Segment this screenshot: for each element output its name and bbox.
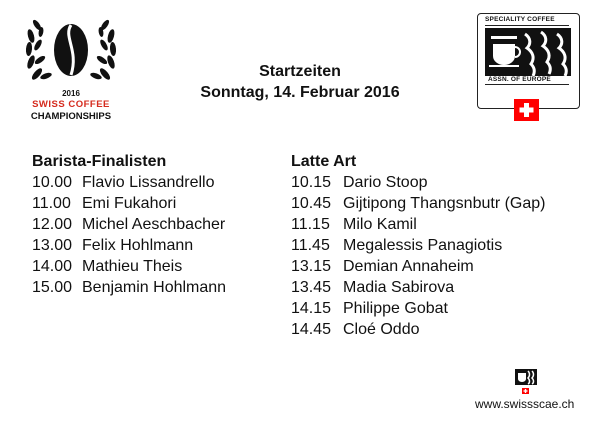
list-item — [32, 193, 226, 214]
list-item — [291, 277, 545, 298]
start-time: 13.45 — [291, 279, 332, 296]
list-item — [291, 298, 545, 319]
list-item — [32, 214, 226, 235]
competitor-name: Benjamin Hohlmann — [82, 279, 227, 296]
start-time: 14.00 — [32, 258, 73, 275]
competitor-name: Philippe Gobat — [343, 300, 448, 317]
swiss-coffee-championships-logo — [16, 12, 126, 124]
logo-text-swiss-coffee: SWISS COFFEE — [32, 99, 110, 110]
barista-heading: Barista-Finalisten — [32, 153, 167, 170]
page-subtitle: Sonntag, 14. Februar 2016 — [200, 84, 400, 101]
start-time: 10.15 — [291, 174, 332, 191]
start-time: 10.45 — [291, 195, 332, 212]
start-time: 10.00 — [32, 174, 73, 191]
start-time: 11.00 — [32, 195, 71, 212]
competitor-name: Demian Annaheim — [343, 258, 474, 275]
start-time: 11.45 — [291, 237, 330, 254]
championship-year: 2016 — [62, 89, 80, 98]
scae-mini-logo-icon — [513, 365, 539, 395]
start-time: 13.00 — [32, 237, 73, 254]
scae-logo-top-text: SPECIALITY COFFEE — [485, 16, 555, 23]
competitor-name: Flavio Lissandrello — [82, 174, 215, 191]
coffee-cup-figures-icon — [485, 28, 571, 76]
start-time: 11.15 — [291, 216, 330, 233]
latte-art-heading: Latte Art — [291, 153, 357, 170]
competitor-name: Michel Aeschbacher — [82, 216, 226, 233]
competitor-name: Dario Stoop — [343, 174, 428, 191]
divider — [485, 25, 569, 26]
list-item — [291, 172, 545, 193]
divider — [485, 84, 569, 85]
scae-logo — [477, 13, 580, 125]
list-item — [291, 256, 545, 277]
website-link[interactable]: www.swissscae.ch — [475, 397, 575, 411]
competitor-name: Megalessis Panagiotis — [343, 237, 503, 254]
scae-logo-bottom-text: ASSN. OF EUROPE — [488, 76, 551, 83]
list-item — [291, 193, 545, 214]
start-time: 12.00 — [32, 216, 73, 233]
swiss-flag-icon — [514, 99, 539, 121]
start-time: 13.15 — [291, 258, 332, 275]
list-item — [32, 277, 226, 298]
competitor-name: Milo Kamil — [343, 216, 417, 233]
list-item — [291, 235, 545, 256]
start-time: 14.45 — [291, 321, 332, 338]
list-item — [32, 172, 226, 193]
list-item — [32, 256, 226, 277]
competitor-name: Cloé Oddo — [343, 321, 420, 338]
competitor-name: Mathieu Theis — [82, 258, 183, 275]
list-item — [291, 214, 545, 235]
list-item — [291, 319, 545, 340]
list-item — [32, 235, 226, 256]
start-time: 15.00 — [32, 279, 73, 296]
latte-art-list — [291, 152, 545, 340]
competitor-name: Madia Sabirova — [343, 279, 455, 296]
competitor-name: Felix Hohlmann — [82, 237, 194, 254]
page-title: Startzeiten — [259, 63, 341, 80]
logo-text-championships: CHAMPIONSHIPS — [30, 111, 112, 122]
start-time: 14.15 — [291, 300, 332, 317]
coffee-bean-wreath-icon — [21, 12, 121, 92]
competitor-name: Emi Fukahori — [82, 195, 177, 212]
competitor-name: Gijtipong Thangsnbutr (Gap) — [343, 195, 546, 212]
barista-finalists-list — [32, 152, 226, 298]
